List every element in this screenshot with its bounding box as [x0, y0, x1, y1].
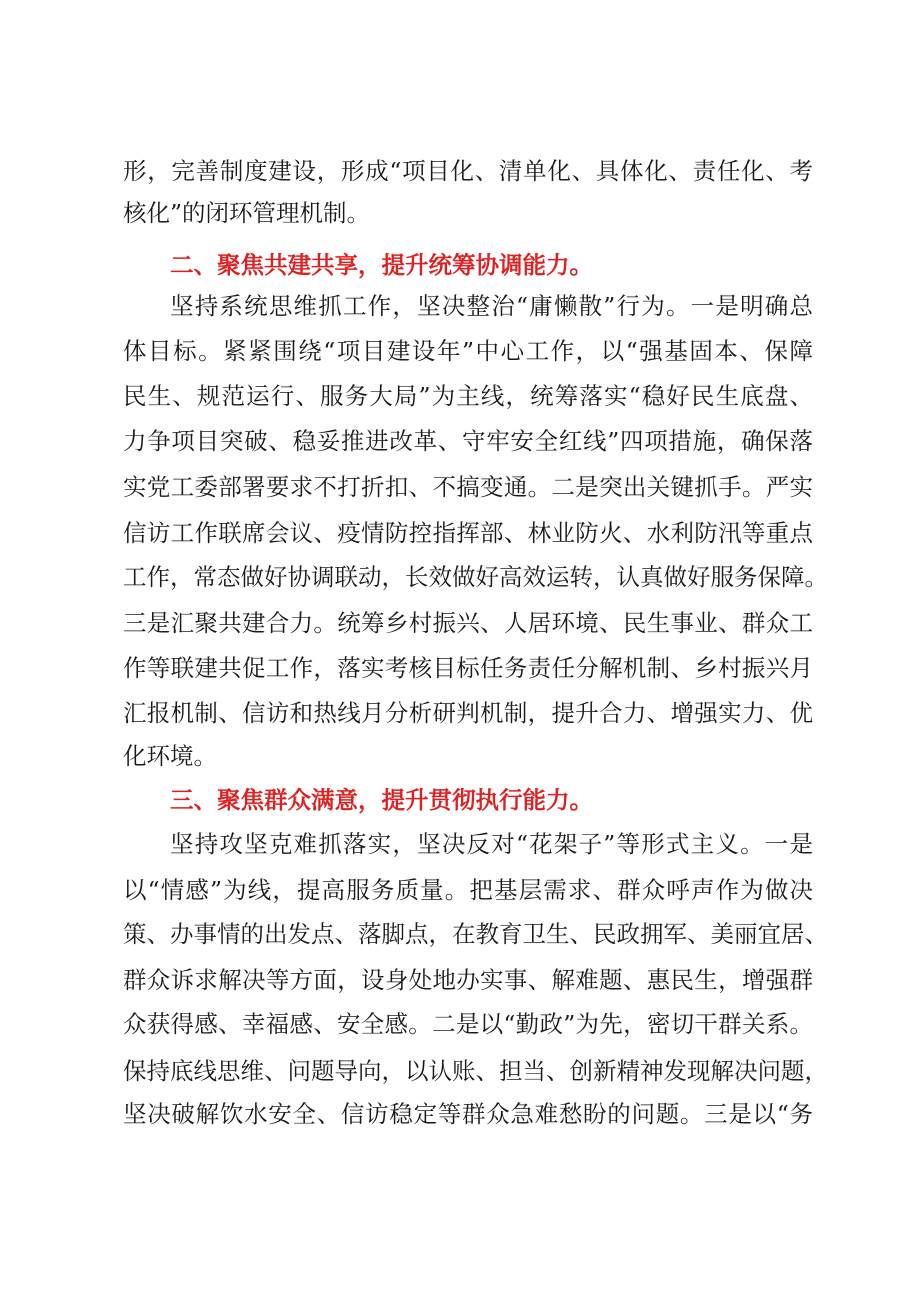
text-line: 力争项目突破、稳妥推进改革、守牢安全红线”四项措施，确保落	[123, 427, 813, 455]
text-line: 保持底线思维、问题导向，以认账、担当、创新精神发现解决问题，	[123, 1057, 828, 1085]
section-heading-3: 三、聚焦群众满意，提升贯彻执行能力。	[170, 786, 593, 814]
text-line: 核化”的闭环管理机制。	[123, 199, 371, 227]
text-line: 坚决破解饮水安全、信访稳定等群众急难愁盼的问题。三是以“务	[123, 1100, 813, 1128]
text-line: 工作，常态做好协调联动，长效做好高效运转，认真做好服务保障。	[123, 563, 828, 591]
text-line: 坚持攻坚克难抓落实，坚决反对“花架子”等形式主义。一是	[170, 830, 813, 858]
text-line: 实党工委部署要求不打折扣、不搞变通。二是突出关键抓手。严实	[123, 473, 813, 501]
section-heading-2: 二、聚焦共建共享，提升统筹协调能力。	[170, 251, 593, 279]
text-line: 体目标。紧紧围绕“项目建设年”中心工作，以“强基固本、保障	[123, 337, 813, 365]
text-line: 作等联建共促工作，落实考核目标任务责任分解机制、乡村振兴月	[123, 654, 813, 682]
text-line: 以“情感”为线，提高服务质量。把基层需求、群众呼声作为做决	[123, 876, 813, 904]
text-line: 形，完善制度建设，形成“项目化、清单化、具体化、责任化、考	[123, 157, 813, 185]
text-line: 策、办事情的出发点、落脚点，在教育卫生、民政拥军、美丽宜居、	[123, 920, 828, 948]
text-line: 民生、规范运行、服务大局”为主线，统筹落实“稳好民生底盘、	[123, 382, 813, 410]
text-line: 信访工作联席会议、疫情防控指挥部、林业防火、水利防汛等重点	[123, 519, 813, 547]
text-line: 化环境。	[123, 742, 217, 770]
text-line: 三是汇聚共建合力。统筹乡村振兴、人居环境、民生事业、群众工	[123, 609, 813, 637]
text-line: 众获得感、幸福感、安全感。二是以“勤政”为先，密切干群关系。	[123, 1010, 813, 1038]
text-line: 群众诉求解决等方面，设身处地办实事、解难题、惠民生，增强群	[123, 966, 813, 994]
text-line: 汇报机制、信访和热线月分析研判机制，提升合力、增强实力、优	[123, 699, 813, 727]
text-line: 坚持系统思维抓工作，坚决整治“庸懒散”行为。一是明确总	[170, 292, 813, 320]
